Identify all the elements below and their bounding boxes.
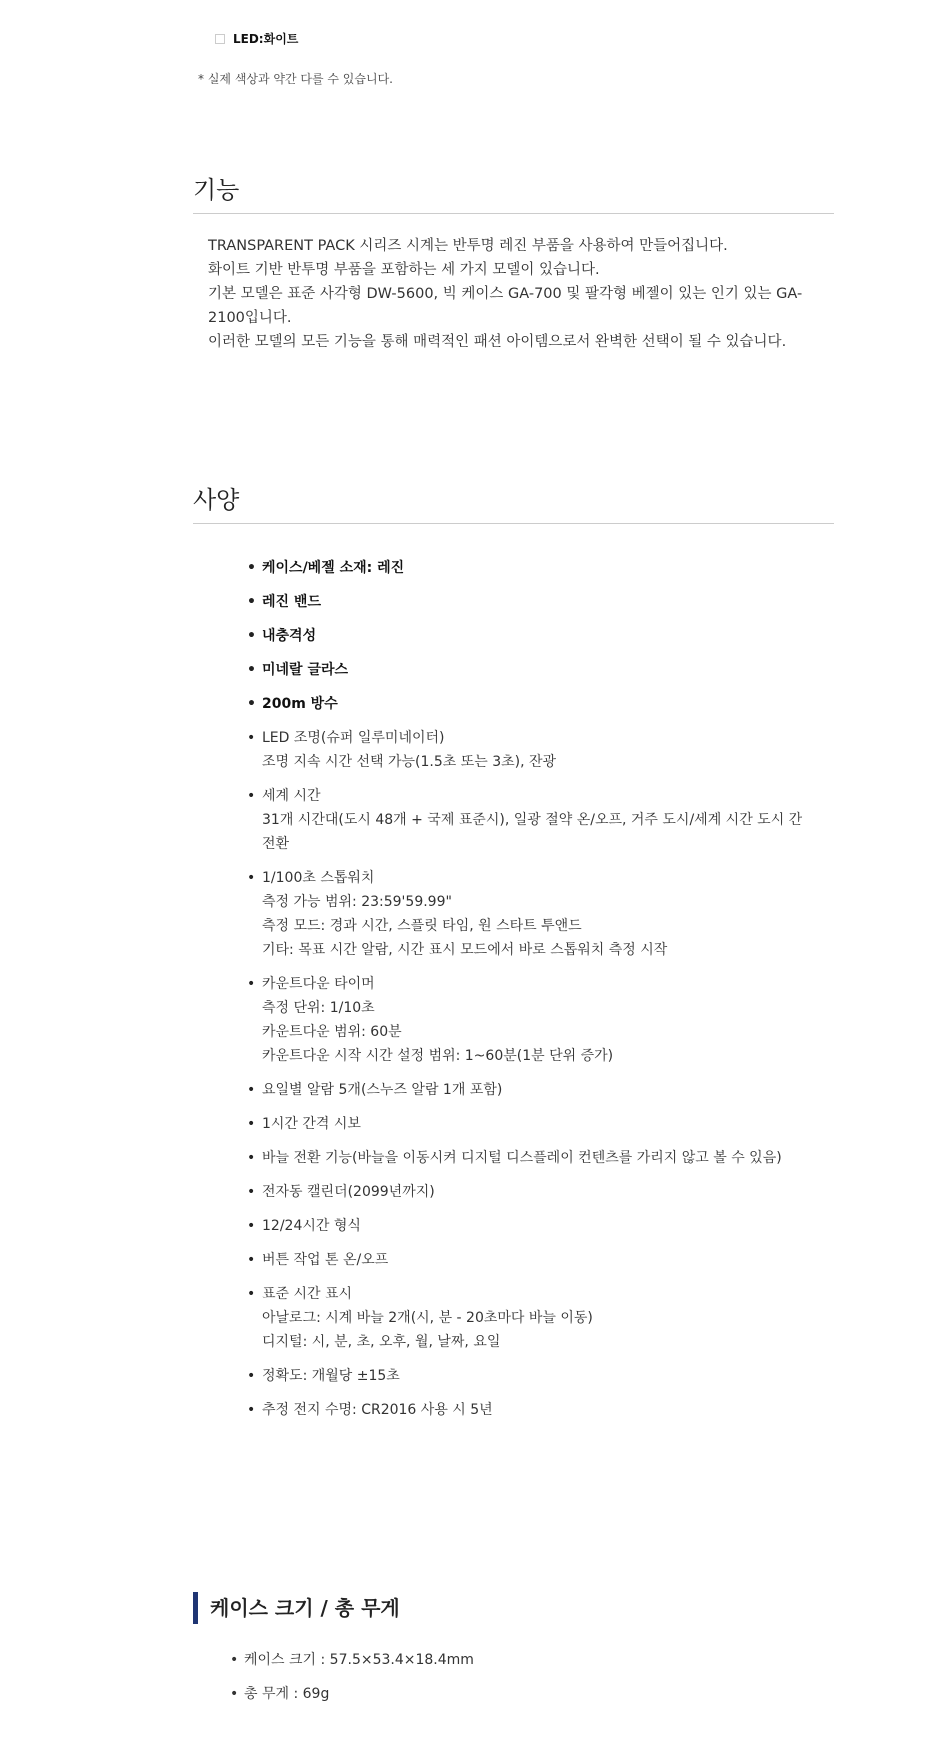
features-line: 기본 모델은 표준 사각형 DW-5600, 빅 케이스 GA-700 및 팔각형 베젤이 있는 인기 있는 GA-2100입니다. <box>208 286 803 326</box>
spec-item <box>230 1180 810 1204</box>
color-option[interactable] <box>215 30 298 47</box>
spec-item-title: • 케이스/베젤 소재: 레진 <box>262 560 405 576</box>
spec-item-detail: 측정 단위: 1/10초 <box>262 1000 375 1016</box>
color-swatch-checkbox[interactable] <box>215 34 225 44</box>
spec-item <box>230 658 810 682</box>
spec-item <box>230 1248 810 1272</box>
spec-item <box>230 1146 810 1170</box>
features-heading: 기능 <box>193 170 834 214</box>
spec-item-title: • 추정 전지 수명: CR2016 사용 시 5년 <box>262 1402 493 1418</box>
spec-item <box>230 866 810 962</box>
spec-item-detail: 측정 모드: 경과 시간, 스플릿 타임, 원 스타트 투앤드 <box>262 918 582 934</box>
spec-item-detail: 31개 시간대(도시 48개 + 국제 표준시), 일광 절약 온/오프, 거주 도시/세계 시간 도시 간 전환 <box>262 812 803 852</box>
spec-item-title: • LED 조명(슈퍼 일루미네이터) <box>262 730 445 746</box>
spec-item-title: • 1/100초 스톱워치 <box>262 870 375 886</box>
case-size-item: • 케이스 크기 : 57.5×53.4×18.4mm <box>218 1648 474 1672</box>
spec-item <box>230 1282 810 1354</box>
spec-item <box>230 726 810 774</box>
spec-item-title: • 세계 시간 <box>262 788 321 804</box>
features-line: 화이트 기반 반투명 부품을 포함하는 세 가지 모델이 있습니다. <box>208 262 600 278</box>
spec-item-detail: 조명 지속 시간 선택 가능(1.5초 또는 3초), 잔광 <box>262 754 557 770</box>
features-line: TRANSPARENT PACK 시리즈 시계는 반투명 레진 부품을 사용하여 만들어집니다. <box>208 238 728 254</box>
specs-list <box>230 556 810 1432</box>
spec-item <box>230 624 810 648</box>
case-size-heading: 케이스 크기 / 총 무게 <box>193 1592 400 1624</box>
spec-item-title: • 바늘 전환 기능(바늘을 이동시켜 디지털 디스플레이 컨텐츠를 가리지 않고 볼 수 있음) <box>262 1150 782 1166</box>
spec-item <box>230 1112 810 1136</box>
spec-item-title: • 전자동 캘린더(2099년까지) <box>262 1184 435 1200</box>
spec-item-title: • 정확도: 개월당 ±15초 <box>262 1368 400 1384</box>
total-weight-item: • 총 무게 : 69g <box>218 1682 474 1706</box>
spec-item-detail: 카운트다운 범위: 60분 <box>262 1024 402 1040</box>
spec-item-title: • 레진 밴드 <box>262 594 321 610</box>
spec-item-title: • 내충격성 <box>262 628 317 644</box>
spec-item <box>230 1398 810 1422</box>
spec-item-title: • 200m 방수 <box>262 696 338 712</box>
spec-item-detail: 아날로그: 시계 바늘 2개(시, 분 - 20초마다 바늘 이동) <box>262 1310 593 1326</box>
spec-item-detail: 카운트다운 시작 시간 설정 범위: 1~60분(1분 단위 증가) <box>262 1048 614 1064</box>
spec-item-title: • 표준 시간 표시 <box>262 1286 353 1302</box>
features-description <box>208 234 818 354</box>
spec-item-title: • 1시간 간격 시보 <box>262 1116 361 1132</box>
spec-item-title: • 요일별 알람 5개(스누즈 알람 1개 포함) <box>262 1082 503 1098</box>
spec-item-title: • 버튼 작업 톤 온/오프 <box>262 1252 389 1268</box>
spec-item-detail: 기타: 목표 시간 알람, 시간 표시 모드에서 바로 스톱워치 측정 시작 <box>262 942 668 958</box>
spec-item <box>230 692 810 716</box>
spec-item <box>230 590 810 614</box>
spec-item <box>230 784 810 856</box>
spec-item <box>230 1078 810 1102</box>
spec-item <box>230 972 810 1068</box>
specs-heading: 사양 <box>193 480 834 524</box>
case-size-list <box>218 1648 474 1716</box>
color-disclaimer: * 실제 색상과 약간 다를 수 있습니다. <box>198 72 393 86</box>
spec-item-title: • 카운트다운 타이머 <box>262 976 375 992</box>
color-option-label: LED:화이트 <box>233 32 299 46</box>
spec-item <box>230 1364 810 1388</box>
spec-item-detail: 디지털: 시, 분, 초, 오후, 월, 날짜, 요일 <box>262 1334 501 1350</box>
spec-item-detail: 측정 가능 범위: 23:59'59.99" <box>262 894 452 910</box>
features-line: 이러한 모델의 모든 기능을 통해 매력적인 패션 아이템으로서 완벽한 선택이 될 수 있습니다. <box>208 334 787 350</box>
spec-item <box>230 556 810 580</box>
spec-item-title: • 12/24시간 형식 <box>262 1218 361 1234</box>
spec-item-title: • 미네랄 글라스 <box>262 662 349 678</box>
spec-item <box>230 1214 810 1238</box>
